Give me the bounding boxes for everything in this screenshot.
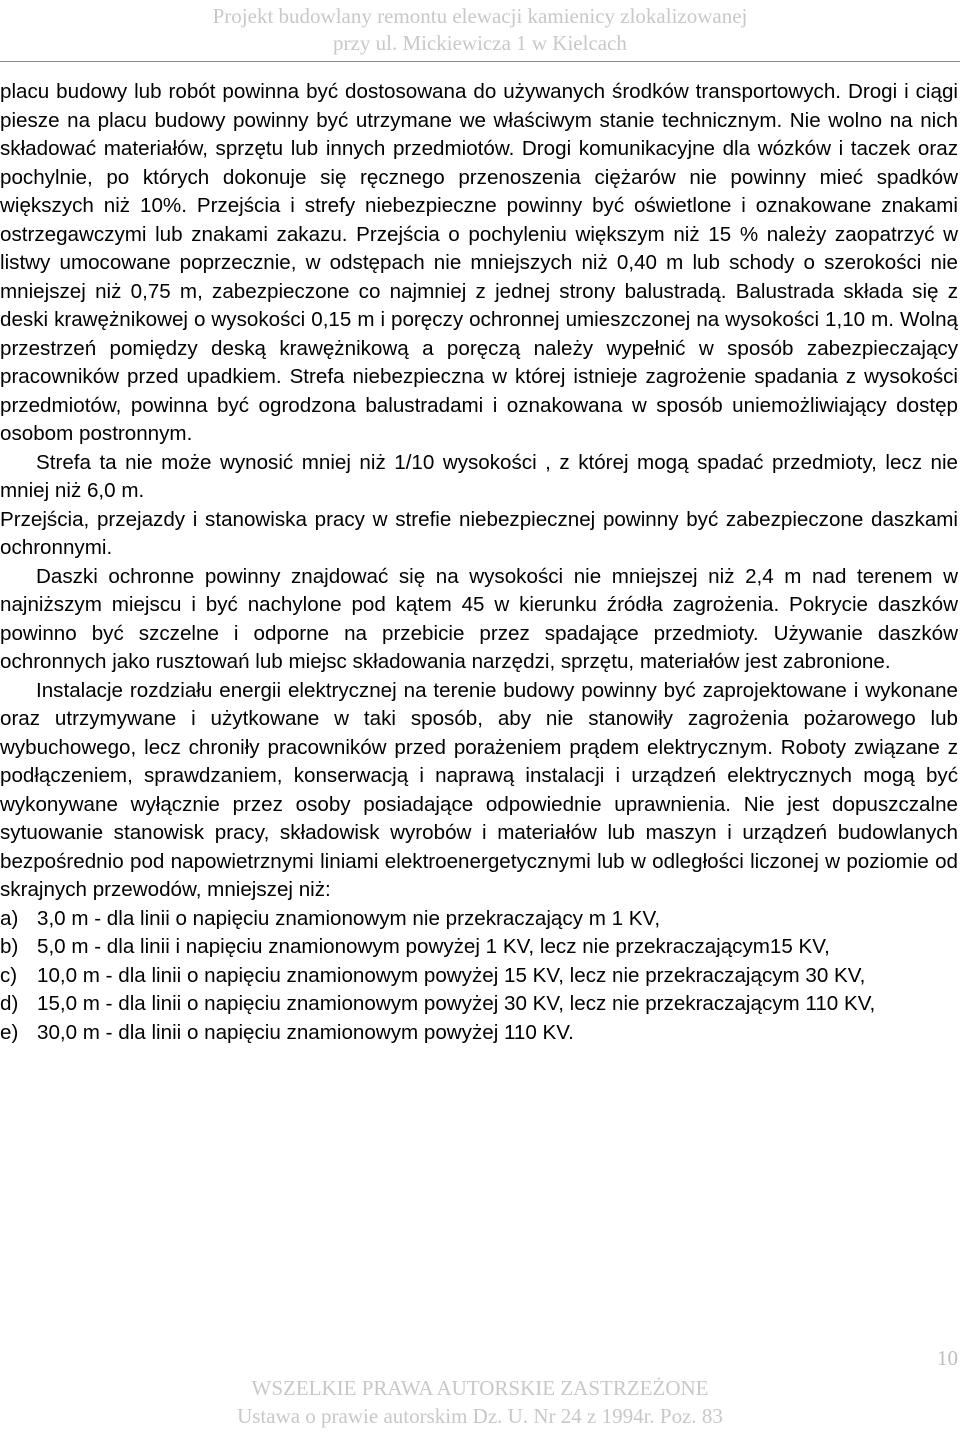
list-item-label: a) <box>0 906 19 930</box>
paragraph-3: Przejścia, przejazdy i stanowiska pracy w strefie niebezpiecznej powinny być zabezpieczone daszkami ochronnymi. <box>0 507 958 559</box>
list-item-label: b) <box>0 935 19 958</box>
paragraph-2: Strefa ta nie może wynosić mniej niż 1/10 wysokości , z której mogą spadać przedmioty, lecz nie mniej niż 6,0 m. <box>0 450 958 502</box>
paragraph-5: Instalacje rozdziału energii elektrycznej na terenie budowy powinny być zaprojektowane i wykonane oraz utrzymywane i użytkowane w taki sposób, aby nie stanowiły zagrożenia pożarowego lub wybuchowego, lecz chroniły pracowników przed porażeniem prądem elektrycznym. Roboty związane z podłączeniem, sprawdzaniem, konserwacją i naprawą instalacji i urządzeń elektrycznych mogą być wykonywane wyłącznie przez osoby posiadające odpowiednie uprawnienia. Nie jest dopuszczalne sytuowanie stanowisk pracy, składowisk wyrobów i materiałów lub maszyn i urządzeń budowlanych bezpośrednio pod napowietrznymi liniami elektroenergetycznymi lub w odległości liczonej w poziomie od skrajnych przewodów, mniejszej niż: <box>0 678 958 901</box>
list-item-text: 30,0 m - dla linii o napięciu znamionowym powyżej 110 KV. <box>37 1020 574 1044</box>
list-item-label: c) <box>0 963 18 987</box>
paragraph-1: placu budowy lub robót powinna być dostosowana do używanych środków transportowych. Drogi i ciągi piesze na placu budowy powinny być utrzymane we właściwym stanie technicznym. Nie wolno na nich składować materiałów, sprzętu lub innych przedmiotów. Drogi komunikacyjne dla wózków i taczek oraz pochylnie, po których dokonuje się ręcznego przenoszenia ciężarów nie powinny mieć spadków większych niż 10%. Przejścia i strefy niebezpieczne powinny być oświetlone i oznakowane znakami ostrzegawczymi lub znakami zakazu. Przejścia o pochyleniu większym niż 15 % należy zaopatrzyć w listwy umocowane poprzecznie, w odstępach nie mniejszych niż 0,40 m lub schody o szerokości nie mniejszej niż 0,75 m, zabezpieczone co najmniej z jednej strony balustradą. Balustrada składa się z deski krawężnikowej o wysokości 0,15 m i poręczy ochronnej umieszczonej na wysokości 1,10 m. Wolną przestrzeń pomiędzy deską krawężnikową a poręczą należy wypełnić w sposób zabezpieczający pracowników przed upadkiem. Strefa niebezpieczna w której istnieje zagrożenie spadania z wysokości przedmiotów, powinna być ogrodzona balustradami i oznakowana w sposób uniemożliwiający dostęp osobom postronnym. <box>0 80 958 445</box>
header-rule <box>0 61 960 62</box>
list-item <box>0 933 958 962</box>
page-number: 10 <box>937 1346 958 1370</box>
list-item-label: e) <box>0 1020 19 1044</box>
footer-line-1: WSZELKIE PRAWA AUTORSKIE ZASTRZEŻONE <box>251 1376 709 1400</box>
header-line-2: przy ul. Mickiewicza 1 w Kielcach <box>333 31 627 55</box>
list-item <box>0 962 958 991</box>
page-footer <box>0 1374 960 1430</box>
paragraph-4: Daszki ochronne powinny znajdować się na wysokości nie mniejszej niż 2,4 m nad terenem w najniższym miejscu i być nachylone pod kątem 45 w kierunku źródła zagrożenia. Pokrycie daszków powinno być szczelne i odporne na przebicie przez spadające przedmioty. Używanie daszków ochronnych jako rusztowań lub miejsc składowania narzędzi, sprzętu, materiałów jest zabronione. <box>0 564 958 673</box>
list-item-text: 3,0 m - dla linii o napięciu znamionowym nie przekraczający m 1 KV, <box>37 906 661 930</box>
document-body <box>0 78 958 1047</box>
footer-line-2: Ustawa o prawie autorskim Dz. U. Nr 24 z 1994r. Poz. 83 <box>237 1404 723 1428</box>
distance-list <box>0 905 958 1048</box>
header-line-1: Projekt budowlany remontu elewacji kamienicy zlokalizowanej <box>212 4 748 28</box>
list-item <box>0 990 958 1019</box>
list-item <box>0 1019 958 1048</box>
list-item <box>0 905 958 934</box>
list-item-text: 5,0 m - dla linii i napięciu znamionowym powyżej 1 KV, lecz nie przekraczającym15 KV, <box>37 935 830 958</box>
list-item-label: d) <box>0 992 19 1015</box>
list-item-text: 15,0 m - dla linii o napięciu znamionowym powyżej 30 KV, lecz nie przekraczającym 110 KV, <box>37 992 876 1015</box>
page-header <box>0 0 960 57</box>
list-item-text: 10,0 m - dla linii o napięciu znamionowym powyżej 15 KV, lecz nie przekraczającym 30 KV, <box>37 963 866 987</box>
